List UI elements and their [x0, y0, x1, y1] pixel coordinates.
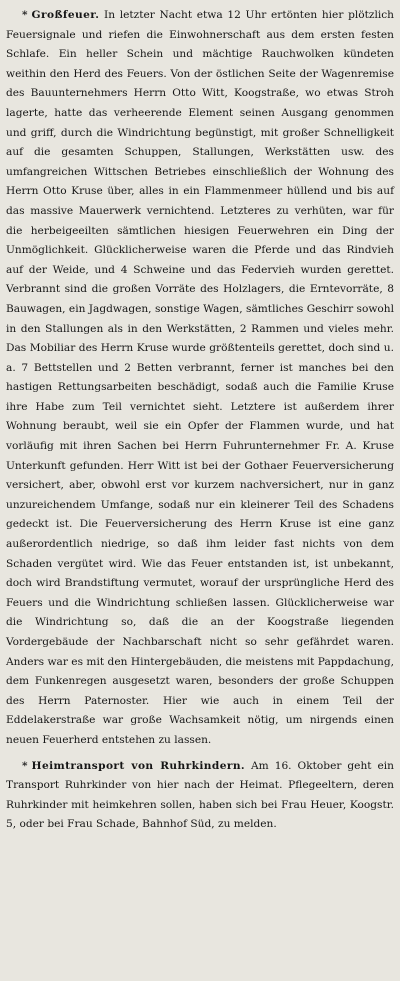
- article-bullet: *: [22, 759, 28, 772]
- article-bullet: *: [22, 9, 28, 21]
- article-body: Am 16. Oktober geht ein Transport Ruhrkinder von hier nach der Heimat. Pflegeeltern, deren Ruhrkinder mit heimkehren sollen, haben sich bei Frau Heuer, Koogstr. 5, oder bei Frau Schade, Bahnhof Süd, zu melden.: [6, 759, 394, 831]
- article-paragraph: [6, 6, 394, 751]
- article-body: In letzter Nacht etwa 12 Uhr ertönten hier plötzlich Feuersignale und riefen die Einwohnerschaft aus dem ersten festen Schlafe. Ein heller Schein und mächtige Rauchwolken kündeten weithin den Herd des Feuers. Von der östlichen Seite der Wagenremise des Bauunternehmers Herrn Otto Witt, Koogstraße, wo etwas Stroh lagerte, hatte das verheerende Element seinen Ausgang genommen und griff, durch die Windrichtung begünstigt, mit großer Schnelligkeit auf die gesamten Schuppen, Stallungen, Werkstätten usw. des umfangreichen Wittschen Betriebes einschließlich der Wohnung des Herrn Otto Kruse über, alles in ein Flammenmeer hüllend und bis auf das massive Mauerwerk vernichtend. Letzteres zu verhüten, war für die herbeigeeilten sämtlichen hiesigen Feuerwehren ein Ding der Unmöglichkeit. Glücklicherweise waren die Pferde und das Rindvieh auf der Weide, und 4 Schweine und das Federvieh wurden gerettet. Verbrannt sind die großen Vorräte des Holzlagers, die Erntevorräte, 8 Bauwagen, ein Jagdwagen, sonstige Wagen, sämtliches Geschirr sowohl in den Stallungen als in den Werkstätten, 2 Rammen und vieles mehr. Das Mobiliar des Herrn Kruse wurde größtenteils gerettet, doch sind u. a. 7 Bettstellen und 2 Betten verbrannt, ferner ist manches bei den hastigen Rettungsarbeiten beschädigt, sodaß auch die Familie Kruse ihre Habe zum Teil vernichtet sieht. Letztere ist außerdem ihrer Wohnung beraubt, weil sie ein Opfer der Flammen wurde, und hat vorläufig mit ihren Sachen bei Herrn Fuhrunternehmer Fr. A. Kruse Unterkunft gefunden. Herr Witt ist bei der Gothaer Feuerversicherung versichert, aber, obwohl erst vor kurzem nachversichert, nur in ganz unzureichendem Umfange, sodaß nur ein kleinerer Teil des Schadens gedeckt ist. Die Feuerversicherung des Herrn Kruse ist eine ganz außerordentlich niedrige, so daß ihm leider fast nichts von dem Schaden vergütet wird. Wie das Feuer entstanden ist, ist unbekannt, doch wird Brandstiftung vermutet, worauf der ursprüngliche Herd des Feuers und die Windrichtung schließen lassen. Glücklicherweise war die Windrichtung so, daß die an der Koogstraße liegenden Vordergebäude der Nachbarschaft nicht so sehr gefährdet waren. Anders war es mit den Hintergebäuden, die meistens mit Pappdachung, dem Funkenregen ausgesetzt waren, besonders der große Schuppen des Herrn Paternoster. Hier wie auch in einem Teil der Eddelakerstraße war große Wachsamkeit nötig, um nirgends einen neuen Feuerherd entstehen zu lassen.: [6, 9, 394, 746]
- article-grossfeuer: [6, 6, 394, 751]
- article-headline: Heimtransport von Ruhrkindern.: [31, 759, 246, 772]
- article-headline: Großfeuer.: [31, 9, 100, 21]
- article-paragraph: [6, 757, 394, 835]
- article-heimtransport: [6, 757, 394, 835]
